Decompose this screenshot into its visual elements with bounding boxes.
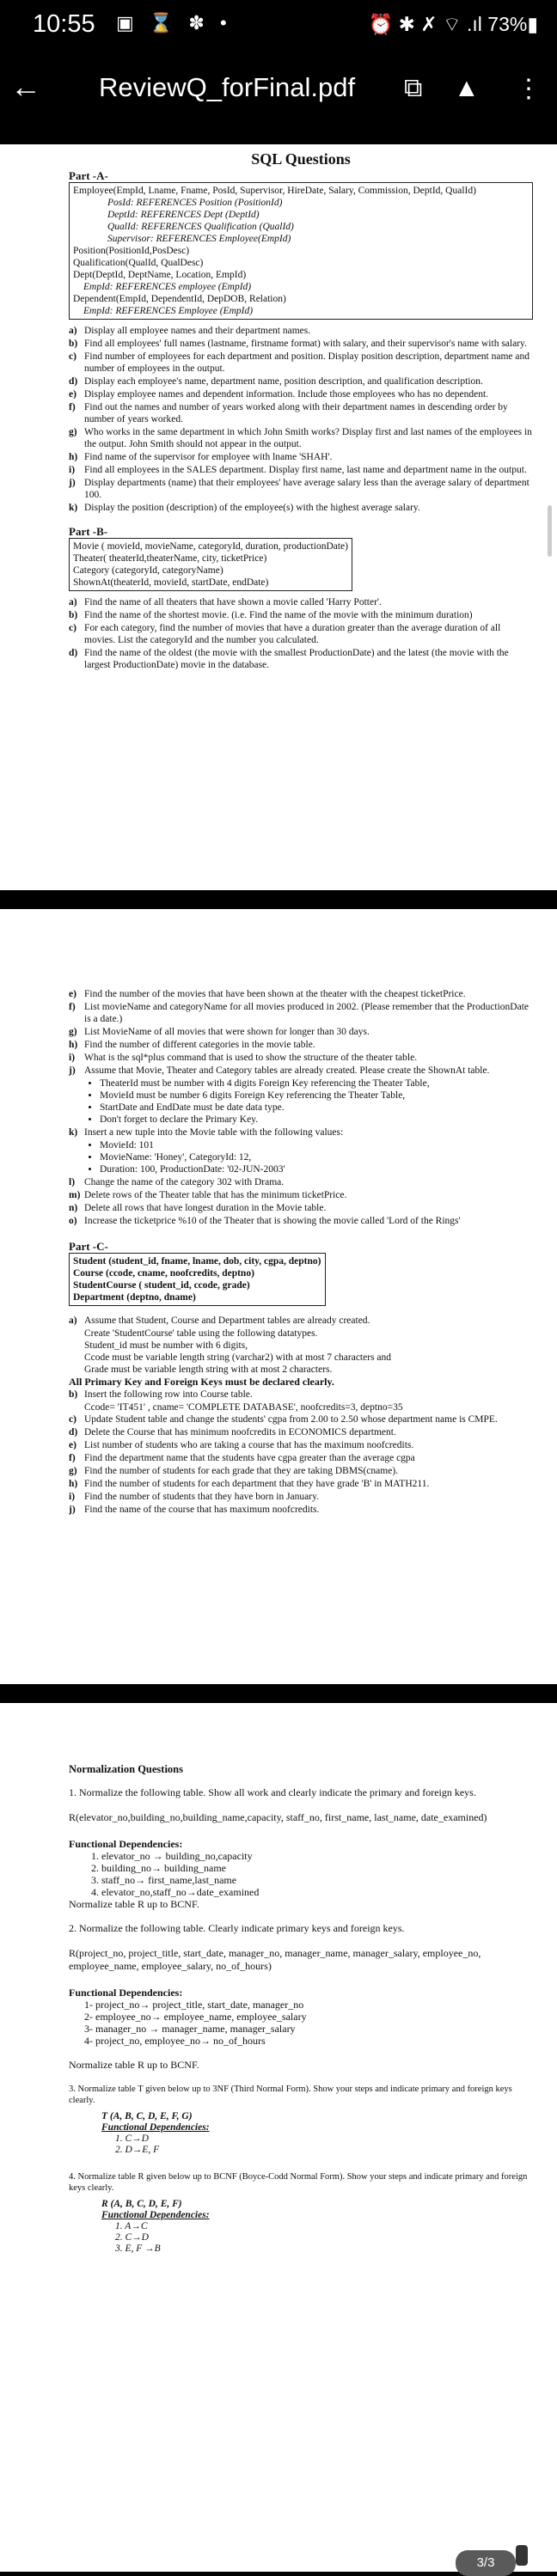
schema-line: Position(PositionId,PosDesc) xyxy=(73,246,190,256)
part-b-questions xyxy=(69,596,533,671)
bcnf-instruction-2: Normalize table R up to BCNF. xyxy=(69,2059,199,2071)
list-item: 3. staff_no→ first_name,last_name xyxy=(101,1874,533,1886)
schema-line: Category (categoryId, categoryName) xyxy=(73,565,223,576)
app-bar xyxy=(0,50,557,144)
course-row-values: Ccode= 'IT451' , cname= 'COMPLETE DATABASE', noofcredits=3, deptno=35 xyxy=(84,1402,403,1413)
question-letter: a) xyxy=(69,326,77,336)
question-c-b xyxy=(69,1389,533,1401)
list-item xyxy=(69,388,533,400)
schema-line: Dept(DeptId, DeptName, Location, EmpId) xyxy=(73,270,247,280)
pdf-page-2 xyxy=(0,909,557,1684)
list-item xyxy=(69,1052,533,1064)
question-letter: g) xyxy=(69,427,77,437)
question-letter: h) xyxy=(69,1040,78,1050)
list-item xyxy=(69,1465,533,1477)
list-item xyxy=(69,1215,533,1227)
schema-line: Theater( theaterId,theaterName, city, ticketPrice) xyxy=(73,553,267,564)
question-text: Find the name of the course that has maximum noofcredits. xyxy=(84,1505,320,1515)
question-letter: i) xyxy=(69,1492,76,1502)
question-text: What is the sql*plus command that is used to show the structure of the theater table. xyxy=(84,1053,418,1063)
list-item: 1. A→C xyxy=(115,2221,148,2231)
question-text: Display each employee's name, department name, position description, and qualification description. xyxy=(84,376,483,387)
fd-label: Functional Dependencies: xyxy=(101,2122,210,2133)
clock: 10:55 xyxy=(33,10,95,38)
list-item: 2- employee_no→ employee_name, employee_salary xyxy=(84,2011,307,2023)
question-text: Find the number of different categories in the movie table. xyxy=(84,1040,315,1050)
question-text: Increase the ticketprice %10 of the Theater that is showing the movie called 'Lord of the Rings' xyxy=(84,1216,461,1226)
question-letter: g) xyxy=(69,1466,77,1476)
question-text: Find the number of students that they have born in January. xyxy=(84,1492,319,1502)
part-a-label: Part -A- xyxy=(69,169,108,182)
question-letter: f) xyxy=(69,1002,76,1012)
pdf-page-3 xyxy=(0,1703,557,2572)
list-item xyxy=(69,1039,533,1051)
normalization-q4: 4. Normalize table R given below up to BCNF (Boyce-Codd Normal Form). Show your steps and indicate primary and foreign keys clearly. xyxy=(69,2172,528,2193)
question-letter: a) xyxy=(69,597,77,607)
part-c-questions xyxy=(69,1413,533,1516)
schema-c-box xyxy=(69,1253,326,1306)
page-indicator: 3/3 xyxy=(456,2550,516,2576)
question-letter: n) xyxy=(69,1203,78,1213)
notification-icons: ▣ ⌛ ✽ • xyxy=(116,12,232,34)
scroll-handle[interactable] xyxy=(516,2545,528,2566)
fd-block-4 xyxy=(69,2199,533,2255)
list-item xyxy=(69,1176,533,1188)
back-arrow-icon[interactable]: ← xyxy=(10,69,41,104)
list-item xyxy=(69,351,533,375)
list-item: • StartDate and EndDate must be date data type. xyxy=(100,1102,533,1114)
part-b-questions-cont xyxy=(69,988,533,1077)
question-letter: k) xyxy=(69,1127,78,1138)
question-text: For each category, find the number of movies that have a duration greater than the average duration of all movies. List the categoryId and the number you calculated. xyxy=(84,623,501,645)
question-text: Find all employees in the SALES department. Display first name, last name and department name in the output. xyxy=(84,465,527,475)
schema-line: ShownAt(theaterId, movieId, startDate, endDate) xyxy=(73,577,269,588)
list-item xyxy=(69,647,533,671)
question-text: Find the name of all theaters that have shown a movie called 'Harry Potter'. xyxy=(84,597,382,607)
list-item: • MovieId must be number 6 digits Foreign Key referencing the Theater Table, xyxy=(100,1090,533,1102)
list-item xyxy=(69,464,533,476)
question-letter: o) xyxy=(69,1216,77,1226)
normalization-q2: 2. Normalize the following table. Clearly indicate primary keys and foreign keys. xyxy=(69,1922,405,1934)
schema-line: Employee(EmpId, Lname, Fname, PosId, Supervisor, HireDate, Salary, Commission, DeptId, QualId) xyxy=(73,186,476,196)
fd-label: Functional Dependencies: xyxy=(101,2210,210,2220)
question-k xyxy=(69,1126,533,1138)
question-text: Change the name of the category 302 with Drama. xyxy=(84,1177,285,1187)
question-text: Find the number of students for each department that they have grade 'B' in MATH211. xyxy=(84,1479,430,1489)
question-letter: d) xyxy=(69,1427,78,1438)
question-text: Who works in the same department in which John Smith works? Display first and last names of the employees in the output. John Smith should not appear in the output. xyxy=(84,427,532,449)
page2-content xyxy=(69,983,533,1517)
list-item xyxy=(69,375,533,388)
question-letter: l) xyxy=(69,1177,76,1187)
list-item: 2. building_no→ building_name xyxy=(101,1862,533,1874)
question-text: Display the position (description) of the employee(s) with the highest average salary. xyxy=(84,503,420,513)
list-item: • TheaterId must be number with 4 digits Foreign Key referencing the Theater Table, xyxy=(100,1077,533,1090)
schema-line: EmpId: REFERENCES Employee (EmpId) xyxy=(83,306,254,316)
list-item: 1- project_no→ project_title, start_date, manager_no xyxy=(84,1999,304,2011)
shownat-requirements xyxy=(69,1077,533,1126)
list-item xyxy=(69,401,533,425)
part-a-questions xyxy=(69,325,533,514)
list-item xyxy=(69,1026,533,1038)
spec-line: Grade must be variable length string with at most 2 characters. xyxy=(84,1364,333,1375)
list-item xyxy=(69,1315,533,1327)
fd-block-1 xyxy=(69,1838,533,1910)
spec-line: Create 'StudentCourse' table using the following datatypes. xyxy=(84,1328,318,1339)
list-item: • MovieId: 101 xyxy=(100,1139,533,1151)
spec-line: Ccode must be variable length string (varchar2) with at most 7 characters and xyxy=(84,1352,392,1363)
question-letter: h) xyxy=(69,452,78,462)
schema-line: EmpId: REFERENCES employee (EmpId) xyxy=(83,282,252,292)
part-b-label: Part -B- xyxy=(69,525,108,538)
question-letter: b) xyxy=(69,1389,78,1400)
question-text: Find the name of the oldest (the movie with the smallest ProductionDate) and the latest (the movie with the largest ProductionDate) movie in the database. xyxy=(84,648,509,670)
list-item xyxy=(69,1189,533,1201)
fd-list-2 xyxy=(69,1999,533,2047)
question-letter: f) xyxy=(69,1453,76,1463)
question-letter: c) xyxy=(69,351,77,362)
relation-r2: R(project_no, project_title, start_date, manager_no, manager_name, manager_salary, employee_no, employee_name, employee_salary, no_of_hours) xyxy=(69,1947,481,1972)
system-icons: ⏰ ✱ ✗ ⌔ .ıl 73%▮ xyxy=(368,13,538,35)
question-text: Find name of the supervisor for employee with lname 'SHAH'. xyxy=(84,452,333,462)
question-text: Delete rows of the Theater table that has the minimum ticketPrice. xyxy=(84,1190,347,1200)
list-item xyxy=(69,1491,533,1503)
question-text: List movieName and categoryName for all movies produced in 2002. (Please remember that the ProductionDate is a date.) xyxy=(84,1002,529,1024)
list-item xyxy=(69,325,533,337)
bcnf-instruction-1: Normalize table R up to BCNF. xyxy=(69,1898,199,1910)
list-item: 4- project_no, employee_no→ no_of_hours xyxy=(84,2035,266,2047)
schema-line: QualId: REFERENCES Qualification (QualId) xyxy=(107,222,294,232)
list-item: 4. elevator_no,staff_no→date_examined xyxy=(101,1886,533,1898)
list-item: 1. elevator_no → building_no,capacity xyxy=(101,1850,533,1862)
list-item xyxy=(69,1065,533,1077)
question-letter: k) xyxy=(69,503,78,513)
question-letter: e) xyxy=(69,1440,77,1450)
fd-list-1 xyxy=(69,1850,533,1898)
list-item xyxy=(69,1478,533,1490)
question-text: Delete all rows that have longest duration in the Movie table. xyxy=(84,1203,327,1213)
question-letter: c) xyxy=(69,623,77,633)
fd-block-2 xyxy=(69,1987,533,2047)
list-item xyxy=(69,1202,533,1214)
list-item: 3- manager_no → manager_name, manager_salary xyxy=(84,2023,296,2035)
question-letter: d) xyxy=(69,376,78,387)
list-item xyxy=(69,622,533,646)
question-text: Display departments (name) that their employees' have average salary less than the average salary of department 100. xyxy=(84,478,529,500)
list-item xyxy=(69,1001,533,1025)
question-text: Assume that Movie, Theater and Category tables are already created. Please create the ShownAt table. xyxy=(84,1065,490,1076)
list-item xyxy=(69,1439,533,1451)
list-item xyxy=(69,1126,533,1138)
question-letter: i) xyxy=(69,465,76,475)
question-text: Display employee names and dependent information. Include those employees who has no dependent. xyxy=(84,389,489,400)
question-letter: j) xyxy=(69,478,76,488)
fd-list-3 xyxy=(101,2133,533,2156)
relation-r1: R(elevator_no,building_no,building_name,capacity, staff_no, first_name, last_name, date_examined) xyxy=(69,1811,487,1823)
part-b-questions-end xyxy=(69,1176,533,1227)
list-item xyxy=(69,1504,533,1516)
list-item xyxy=(69,426,533,450)
schema-b-box xyxy=(69,538,352,591)
question-letter: d) xyxy=(69,648,78,658)
spec-line: Student_id must be number with 6 digits, xyxy=(84,1340,248,1351)
question-letter: a) xyxy=(69,1315,77,1326)
movie-insert-values xyxy=(69,1139,533,1175)
list-item xyxy=(69,1389,533,1401)
normalization-title: Normalization Questions xyxy=(69,1763,183,1775)
schema-line: Movie ( movieId, movieName, categoryId, duration, productionDate) xyxy=(73,541,348,552)
list-item xyxy=(69,596,533,608)
list-item xyxy=(69,1413,533,1425)
schema-a-box xyxy=(69,182,533,320)
question-text: Display all employee names and their department names. xyxy=(84,326,311,336)
fd-label: Functional Dependencies: xyxy=(69,1987,183,1999)
question-text: Find number of employees for each department and position. Display position description, department name and number of employees in the output. xyxy=(84,351,530,374)
question-text: List MovieName of all movies that were shown for longer than 30 days. xyxy=(84,1027,370,1037)
schema-line: StudentCourse ( student_id, ccode, grade) xyxy=(73,1280,250,1291)
relation-r4: R (A, B, C, D, E, F) xyxy=(101,2199,182,2209)
question-text: Find the name of the shortest movie. (i.e. Find the name of the movie with the minimum duration) xyxy=(84,610,473,620)
list-item: • MovieName: 'Honey', CategoryId: 12, xyxy=(100,1151,533,1163)
list-item xyxy=(69,477,533,501)
question-text: List number of students who are taking a course that has the maximum noofcredits. xyxy=(84,1440,414,1450)
normalization-q3: 3. Normalize table T given below up to 3NF (Third Normal Form). Show your steps and indicate primary and foreign keys clearly. xyxy=(69,2085,512,2105)
schema-line: Course (ccode, cname, noofcredits, deptno) xyxy=(73,1268,254,1279)
schema-line: Dependent(EmpId, DependentId, DepDOB, Relation) xyxy=(73,294,286,304)
schema-line: Supervisor: REFERENCES Employee(EmpId) xyxy=(107,234,291,244)
reader-mode-icon[interactable]: ⧉ xyxy=(404,74,423,102)
fd-block-3 xyxy=(69,2111,533,2156)
question-text: Insert the following row into Course table. xyxy=(84,1389,253,1400)
list-item xyxy=(69,338,533,350)
fd-list-4 xyxy=(101,2221,533,2255)
keys-note: All Primary Key and Foreign Keys must be declared clearly. xyxy=(69,1376,334,1388)
list-item xyxy=(69,451,533,463)
relation-t: T (A, B, C, D, E, F, G) xyxy=(101,2111,193,2121)
studentcourse-spec xyxy=(69,1328,533,1376)
page-title: SQL Questions xyxy=(251,150,351,168)
question-text: Update Student table and change the students' cgpa from 2.00 to 2.50 whose department name is CMPE. xyxy=(84,1414,498,1425)
schema-line: Student (student_id, fname, lname, dob, city, cgpa, deptno) xyxy=(73,1256,321,1267)
list-item xyxy=(69,1452,533,1464)
drive-add-icon[interactable]: ▲ xyxy=(454,74,480,102)
question-letter: c) xyxy=(69,1414,77,1425)
page3-content xyxy=(69,1763,533,2255)
question-text: Delete the Course that has minimum noofcredits in ECONOMICS department. xyxy=(84,1427,396,1438)
page1-content xyxy=(69,150,533,672)
list-item: 2. D→E, F xyxy=(115,2145,160,2155)
status-bar xyxy=(0,0,557,50)
pdf-page-1 xyxy=(0,144,557,890)
scroll-indicator[interactable] xyxy=(548,505,552,557)
question-letter: m) xyxy=(69,1190,81,1200)
document-title: ReviewQ_forFinal.pdf xyxy=(99,72,356,102)
question-letter: h) xyxy=(69,1479,78,1489)
question-letter: f) xyxy=(69,402,76,412)
fd-label: Functional Dependencies: xyxy=(69,1838,183,1850)
question-text: Insert a new tuple into the Movie table with the following values: xyxy=(84,1127,344,1138)
list-item: 3. E, F →B xyxy=(115,2243,161,2254)
more-menu-icon[interactable]: ⋮ xyxy=(516,75,542,103)
list-item xyxy=(69,1426,533,1438)
question-letter: j) xyxy=(69,1505,76,1515)
question-letter: b) xyxy=(69,339,78,349)
list-item xyxy=(69,988,533,1000)
list-item: • Duration: 100, ProductionDate: '02-JUN-2003' xyxy=(100,1163,533,1175)
question-text: Find the number of students for each grade that they are taking DBMS(cname). xyxy=(84,1466,399,1476)
list-item: • Don't forget to declare the Primary Key. xyxy=(100,1114,533,1126)
question-text: Find all employees' full names (lastname, firstname format) with salary, and their supervisor's name with salary. xyxy=(84,339,527,349)
schema-line: Department (deptno, dname) xyxy=(73,1292,196,1303)
question-letter: e) xyxy=(69,389,77,400)
list-item: 1. C→D xyxy=(115,2133,149,2144)
schema-line: Qualification(QualId, QualDesc) xyxy=(73,258,204,268)
list-item: 2. C→D xyxy=(115,2232,149,2243)
question-letter: g) xyxy=(69,1027,77,1037)
question-letter: e) xyxy=(69,989,77,999)
question-c-a xyxy=(69,1315,533,1327)
list-item xyxy=(69,609,533,621)
schema-line: DeptId: REFERENCES Dept (DeptId) xyxy=(107,210,260,220)
normalization-q1: 1. Normalize the following table. Show all work and clearly indicate the primary and foreign keys. xyxy=(69,1786,476,1798)
question-text: Find out the names and number of years worked along with their department names in descending order by number of years worked. xyxy=(84,402,508,424)
question-text: Find the department name that the students have cgpa greater than the average cgpa xyxy=(84,1453,415,1463)
question-letter: j) xyxy=(69,1065,76,1076)
question-letter: b) xyxy=(69,610,78,620)
schema-line: PosId: REFERENCES Position (PositionId) xyxy=(107,198,283,208)
part-c-label: Part -C- xyxy=(69,1240,108,1253)
question-text: Find the number of the movies that have been shown at the theater with the cheapest ticketPrice. xyxy=(84,989,466,999)
question-text: Assume that Student, Course and Department tables are already created. xyxy=(84,1315,370,1326)
list-item xyxy=(69,502,533,514)
question-letter: i) xyxy=(69,1053,76,1063)
